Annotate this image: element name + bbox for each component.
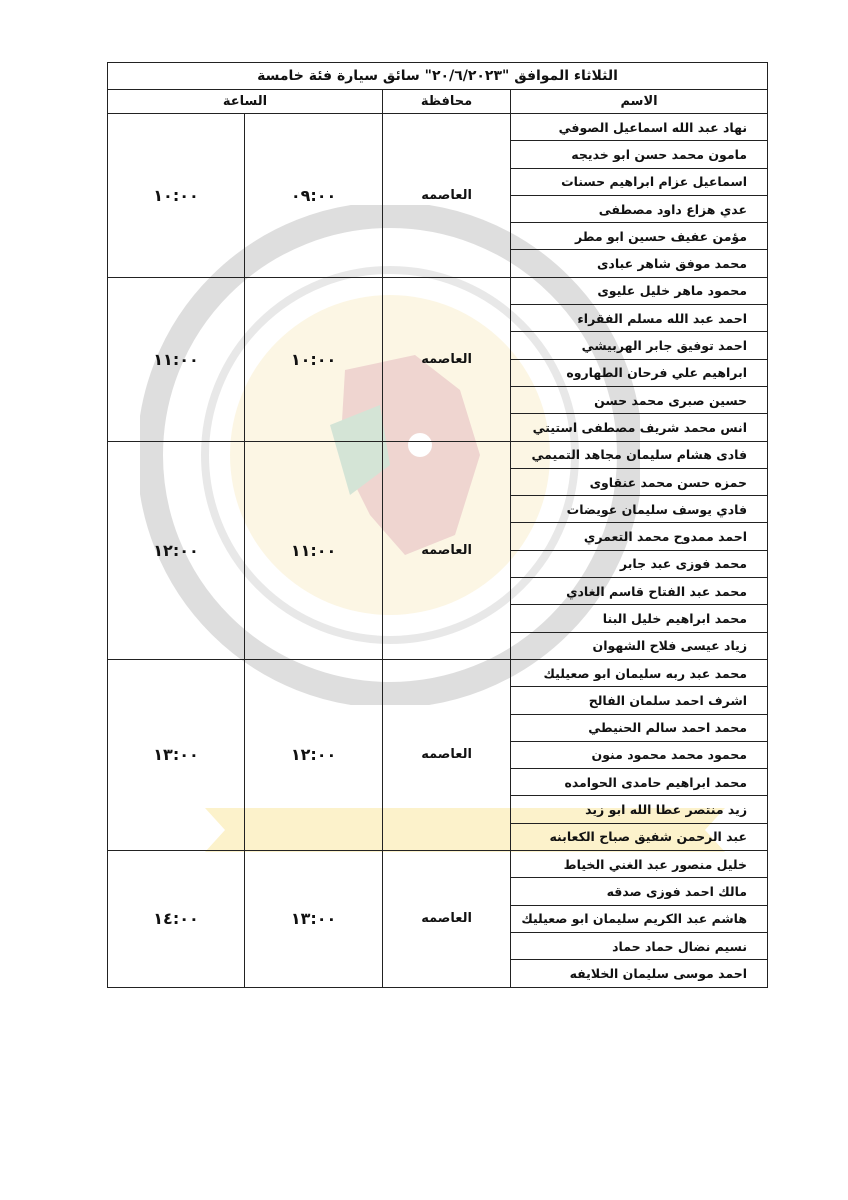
candidate-name: نسيم نضال حماد حماد xyxy=(511,932,768,959)
end-time-cell: ١٣:٠٠ xyxy=(108,659,245,850)
candidate-name: انس محمد شريف مصطفى استيتي xyxy=(511,414,768,441)
start-time-cell: ٠٩:٠٠ xyxy=(245,114,383,278)
table-row xyxy=(108,441,768,468)
candidate-name: محمود محمد محمود منون xyxy=(511,741,768,768)
candidate-name: حمزه حسن محمد عنقاوى xyxy=(511,468,768,495)
schedule-body xyxy=(108,114,768,988)
candidate-name: محمد فوزى عبد جابر xyxy=(511,550,768,577)
governorate-cell: العاصمه xyxy=(383,114,511,278)
candidate-name: هاشم عبد الكريم سليمان ابو صعيليك xyxy=(511,905,768,932)
end-time-cell: ١١:٠٠ xyxy=(108,277,245,441)
candidate-name: فادي يوسف سليمان عويضات xyxy=(511,496,768,523)
candidate-name: اسماعيل عزام ابراهيم حسنات xyxy=(511,168,768,195)
candidate-name: محمد ابراهيم حامدى الحوامده xyxy=(511,769,768,796)
candidate-name: احمد عبد الله مسلم الفقراء xyxy=(511,305,768,332)
candidate-name: فادى هشام سليمان مجاهد التميمي xyxy=(511,441,768,468)
end-time-cell: ١٠:٠٠ xyxy=(108,114,245,278)
candidate-name: محمود ماهر خليل عليوى xyxy=(511,277,768,304)
start-time-cell: ١٣:٠٠ xyxy=(245,851,383,987)
candidate-name: محمد موفق شاهر عبادى xyxy=(511,250,768,277)
candidate-name: محمد ابراهيم خليل البنا xyxy=(511,605,768,632)
candidate-name: محمد عبد الفتاح قاسم الغادي xyxy=(511,578,768,605)
table-row xyxy=(108,851,768,878)
candidate-name: احمد ممدوح محمد التعمري xyxy=(511,523,768,550)
governorate-cell: العاصمه xyxy=(383,659,511,850)
table-row xyxy=(108,659,768,686)
candidate-name: محمد احمد سالم الحنيطي xyxy=(511,714,768,741)
candidate-name: عدي هزاع داود مصطفى xyxy=(511,195,768,222)
end-time-cell: ١٢:٠٠ xyxy=(108,441,245,659)
candidate-name: حسين صبرى محمد حسن xyxy=(511,386,768,413)
candidate-name: مؤمن عفيف حسين ابو مطر xyxy=(511,223,768,250)
candidate-name: اشرف احمد سلمان الفالح xyxy=(511,687,768,714)
exam-schedule-table xyxy=(107,62,768,988)
governorate-cell: العاصمه xyxy=(383,441,511,659)
start-time-cell: ١٢:٠٠ xyxy=(245,659,383,850)
candidate-name: خليل منصور عبد الغني الخياط xyxy=(511,851,768,878)
header-row xyxy=(108,90,768,114)
candidate-name: مامون محمد حسن ابو خديجه xyxy=(511,141,768,168)
candidate-name: نهاد عبد الله اسماعيل الصوفي xyxy=(511,114,768,141)
name-column-header: الاسم xyxy=(511,90,768,114)
title-row xyxy=(108,63,768,90)
candidate-name: احمد توفيق جابر الهربيشي xyxy=(511,332,768,359)
end-time-cell: ١٤:٠٠ xyxy=(108,851,245,987)
candidate-name: مالك احمد فوزى صدقه xyxy=(511,878,768,905)
start-time-cell: ١٠:٠٠ xyxy=(245,277,383,441)
schedule-title: الثلاثاء الموافق "٢٠/٦/٢٠٢٣" سائق سيارة فئة خامسة xyxy=(108,63,768,90)
table-row xyxy=(108,277,768,304)
candidate-name: زيد منتصر عطا الله ابو زيد xyxy=(511,796,768,823)
candidate-name: احمد موسى سليمان الخلايفه xyxy=(511,960,768,987)
candidate-name: زياد عيسى فلاح الشهوان xyxy=(511,632,768,659)
table-row xyxy=(108,114,768,141)
governorate-cell: العاصمه xyxy=(383,277,511,441)
candidate-name: عبد الرحمن شفيق صباح الكعابنه xyxy=(511,823,768,850)
candidate-name: ابراهيم علي فرحان الطهاروه xyxy=(511,359,768,386)
start-time-cell: ١١:٠٠ xyxy=(245,441,383,659)
time-column-header: الساعة xyxy=(108,90,383,114)
candidate-name: محمد عبد ربه سليمان ابو صعيليك xyxy=(511,659,768,686)
governorate-column-header: محافظة xyxy=(383,90,511,114)
governorate-cell: العاصمه xyxy=(383,851,511,987)
